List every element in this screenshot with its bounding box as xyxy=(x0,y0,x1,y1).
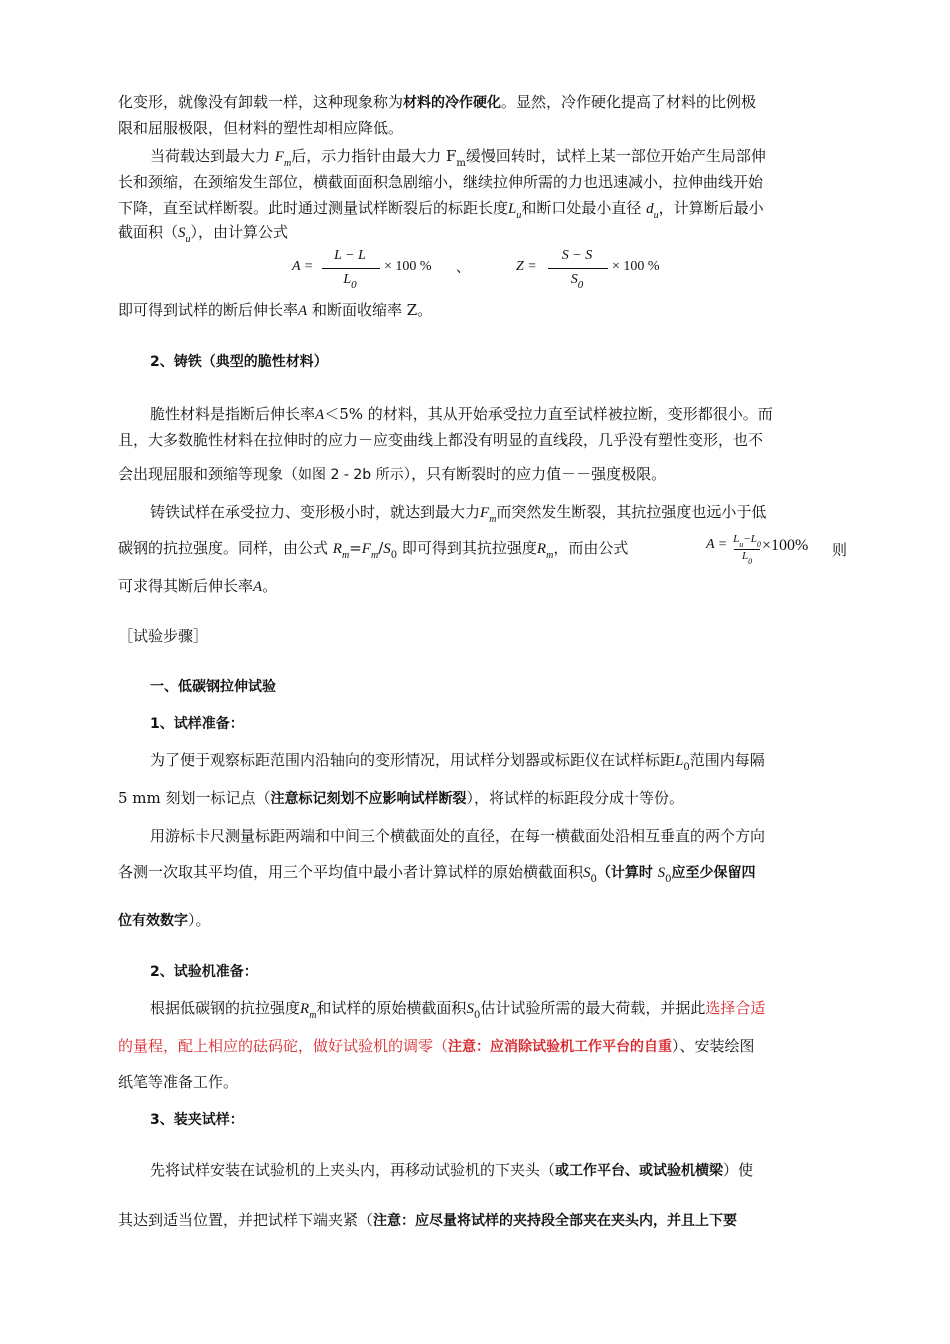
text: 各测一次取其平均值，用三个平均值中最小者计算试样的原始横截面积 xyxy=(118,863,584,881)
text: ）使 xyxy=(723,1161,754,1179)
subscript: m xyxy=(341,550,350,561)
text-line xyxy=(118,1036,755,1057)
symbol: − xyxy=(743,533,751,545)
text: 和断口处最小直径 xyxy=(521,199,642,217)
subscript: 0 xyxy=(748,557,753,566)
text: 后，示力指针由最大力 F xyxy=(291,147,457,165)
text-line xyxy=(118,576,277,597)
subscript: 0 xyxy=(351,279,357,291)
text-line xyxy=(118,430,763,450)
text-line xyxy=(118,92,756,113)
text: 即可得到试样的断后伸长率 xyxy=(118,301,299,319)
symbol: S xyxy=(583,865,591,881)
formula-numerator: S − S xyxy=(561,248,593,263)
symbol: A xyxy=(315,407,325,423)
symbol: R xyxy=(332,541,342,557)
text-line xyxy=(150,404,773,425)
symbol: R xyxy=(300,1001,310,1017)
text: 当荷载达到最大力 xyxy=(150,147,271,165)
text-line xyxy=(150,1160,753,1181)
text: 其达到适当位置，并把试样下端夹紧（ xyxy=(118,1211,374,1229)
text: 脆性材料是指断后伸长率 xyxy=(150,405,316,423)
text-line xyxy=(118,198,764,219)
symbol: = xyxy=(349,539,362,557)
text-line xyxy=(118,788,684,809)
bold-note: 应至少保留四 xyxy=(671,865,756,881)
text-line xyxy=(118,910,211,931)
subscript: 0 xyxy=(577,279,584,291)
symbol: S xyxy=(657,865,666,881)
text: ，而由公式 xyxy=(553,539,629,557)
subscript: m xyxy=(283,158,292,169)
symbol: L xyxy=(733,533,740,545)
subscript: u xyxy=(185,234,191,245)
text: 5 mm 刻划一标记点（ xyxy=(118,789,271,807)
text-line xyxy=(118,172,763,192)
text-line xyxy=(150,146,766,167)
text: 。 xyxy=(262,577,278,595)
section-heading: 一、低碳钢拉伸试验 xyxy=(150,679,276,695)
subsection-heading: 1、试样准备： xyxy=(150,716,244,732)
text: 限和屈服极限，但材料的塑性却相应降低。 xyxy=(118,119,404,137)
formula-rhs: × 100 % xyxy=(612,259,660,274)
bold-note: 或工作平台、或试验机横梁 xyxy=(555,1163,724,1179)
text: 和断面收缩率 Z。 xyxy=(311,301,433,319)
symbol: F xyxy=(361,541,371,557)
subscript: 0 xyxy=(390,550,398,561)
text: 根据低碳钢的抗拉强度 xyxy=(150,999,301,1017)
text: 会出现屈服和颈缩等现象（ xyxy=(118,465,299,483)
text: 碳钢的抗拉强度。同样，由公式 xyxy=(118,539,329,557)
symbol: S xyxy=(383,541,391,557)
symbol: S xyxy=(178,225,186,241)
text: ＜5% 的材料，其从开始承受拉力直至试样被拉断，变形都很小。而 xyxy=(324,405,773,423)
text: ）。 xyxy=(188,911,211,929)
text: 下降，直至试样断裂。此时通过测量试样断裂后的标距长度 xyxy=(118,199,509,217)
symbol: F xyxy=(274,149,284,165)
bold-note: 注意：应尽量将试样的夹持段全部夹在夹头内，并且上下要 xyxy=(373,1213,738,1229)
text: 化变形，就像没有卸载一样，这种现象称为 xyxy=(118,93,404,111)
text-line xyxy=(118,118,403,138)
text: 先将试样安装在试验机的上夹头内，再移动试验机的下夹头（ xyxy=(150,1161,556,1179)
symbol: L xyxy=(750,533,757,545)
subscript: 0 xyxy=(473,1010,481,1021)
fraction-bar xyxy=(548,268,608,269)
formula-denominator: S xyxy=(570,272,578,287)
subsection-heading: 3、装夹试样： xyxy=(150,1112,244,1128)
text-line xyxy=(150,998,765,1019)
text: 用游标卡尺测量标距两端和中间三个横截面处的直径，在每一横截面处沿相互垂直的两个方向 xyxy=(150,827,766,845)
subscript: 0 xyxy=(590,874,597,885)
subscript: m xyxy=(546,550,554,561)
highlighted-text: 的量程，配上相应的砝码砣，做好试验机的调零（ xyxy=(118,1037,449,1055)
symbol: L xyxy=(741,550,749,562)
highlighted-note: 注意：应消除试验机工作平台的自重 xyxy=(448,1039,673,1055)
symbol: S xyxy=(466,1001,474,1017)
text: ），只有断裂时的应力值－－强度极限。 xyxy=(403,465,667,483)
text: 而突然发生断裂，其抗拉强度也远小于低 xyxy=(496,503,767,521)
formula-rhs: × 100 % xyxy=(384,259,432,274)
subscript: u xyxy=(739,540,744,549)
text: 纸笔等准备工作。 xyxy=(118,1073,239,1091)
text-line xyxy=(118,464,666,485)
formula-lhs: A = xyxy=(706,537,728,552)
text: 和试样的原始横截面积 xyxy=(316,999,467,1017)
text-line xyxy=(118,300,432,321)
bold-term: 材料的冷作硬化 xyxy=(403,95,502,111)
text-line xyxy=(150,750,765,771)
text: ）、安装绘图 xyxy=(672,1037,755,1055)
text-line xyxy=(150,826,765,846)
text-line xyxy=(118,1210,737,1231)
text: 即可得到其抗拉强度 xyxy=(401,539,537,557)
subscript: 0 xyxy=(683,762,690,773)
subscript: 0 xyxy=(665,874,672,885)
text: 则 xyxy=(832,541,848,559)
text: 缓慢回转时，试样上某一部位开始产生局部伸 xyxy=(465,147,766,165)
bold-note: 位有效数字 xyxy=(118,913,188,929)
symbol: A xyxy=(298,303,308,319)
formula-numerator: L − L xyxy=(334,248,366,263)
text: 截面积（ xyxy=(118,223,179,241)
text: 估计试验所需的最大荷载，并据此 xyxy=(480,999,706,1017)
formula-lhs: A = xyxy=(292,259,314,274)
subscript: m xyxy=(370,550,379,561)
text: 长和颈缩，在颈缩发生部位，横截面面积急剧缩小，继续拉伸所需的力也迅速减小，拉伸曲线开始 xyxy=(118,173,764,191)
symbol: L xyxy=(675,753,684,769)
formula-rhs: ×100% xyxy=(762,537,809,554)
symbol: L xyxy=(508,201,517,217)
bold-note: （计算时 xyxy=(596,865,653,881)
formula-denominator: L xyxy=(343,272,352,287)
subscript: u xyxy=(653,210,659,221)
bold-note: 注意标记刻划不应影响试样断裂 xyxy=(270,791,467,807)
symbol: d xyxy=(646,201,654,217)
symbol: / xyxy=(378,539,384,557)
text: 。显然，冷作硬化提高了材料的比例极 xyxy=(501,93,757,111)
section-heading: ［试验步骤］ xyxy=(118,627,209,645)
text: 且，大多数脆性材料在拉伸时的应力－应变曲线上都没有明显的直线段，几乎没有塑性变形，也不 xyxy=(118,431,764,449)
fraction-bar xyxy=(322,268,380,269)
text-line xyxy=(150,502,766,523)
subscript: u xyxy=(516,210,522,221)
text: ），将试样的标距段分成十等份。 xyxy=(466,789,685,807)
text: 范围内每隔 xyxy=(689,751,765,769)
separator: 、 xyxy=(456,261,470,276)
subscript: m xyxy=(309,1010,317,1021)
text: 为了便于观察标距范围内沿轴向的变形情况，用试样分划器或标距仪在试样标距 xyxy=(150,751,676,769)
text-line xyxy=(118,862,756,883)
subscript: 0 xyxy=(756,540,761,549)
section-heading: 2、铸铁（典型的脆性材料） xyxy=(150,354,328,370)
formula-lhs: Z = xyxy=(516,259,537,274)
text: 可求得其断后伸长率 xyxy=(118,577,254,595)
text: 铸铁试样在承受拉力、变形极小时，就达到最大力 xyxy=(150,503,481,521)
symbol: R xyxy=(536,541,547,557)
subscript: m xyxy=(456,158,466,169)
subsection-heading: 2、试验机准备： xyxy=(150,964,258,980)
text-line xyxy=(118,222,288,243)
text: ），由计算公式 xyxy=(190,223,289,241)
text: ，计算断后最小 xyxy=(658,199,764,217)
text-line xyxy=(118,1072,238,1092)
subscript: m xyxy=(489,514,497,525)
symbol: F xyxy=(480,505,490,521)
figure-reference: 如图 2 - 2b 所示 xyxy=(298,467,404,483)
text-line xyxy=(118,538,628,559)
symbol: A xyxy=(253,579,263,595)
highlighted-text: 选择合适 xyxy=(705,999,766,1017)
